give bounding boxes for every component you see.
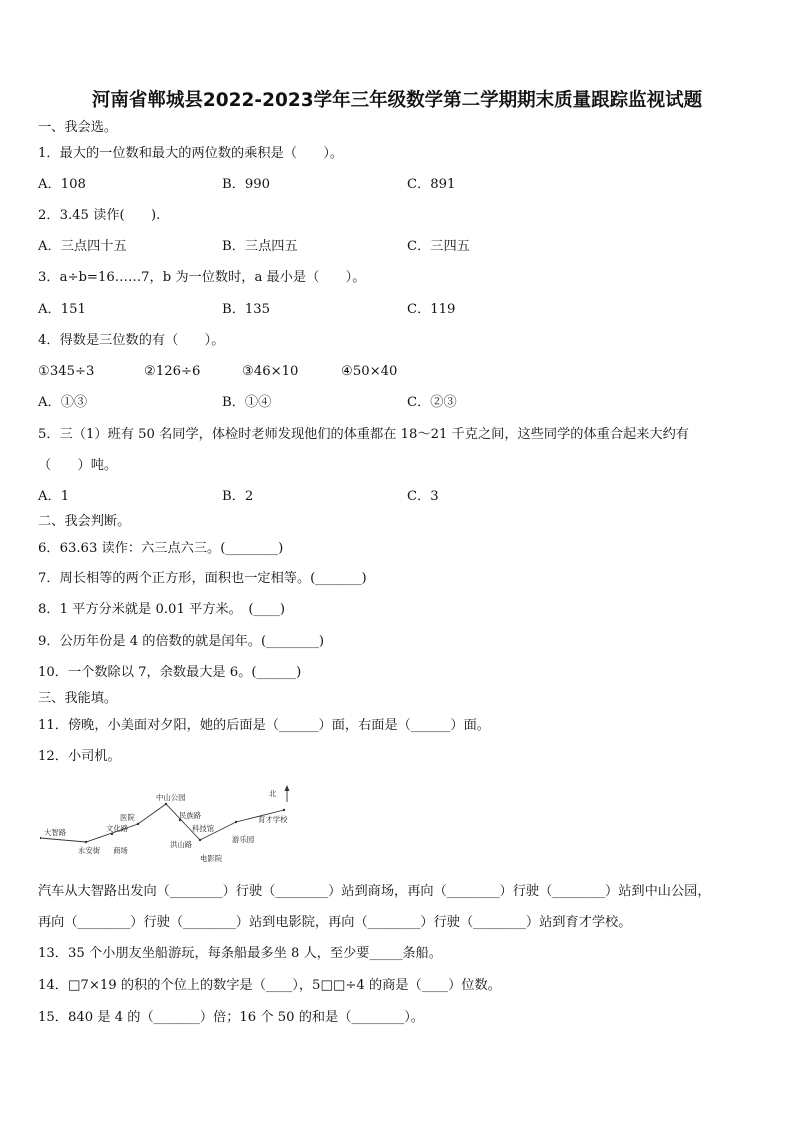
q1-option-a[interactable]: A．108 xyxy=(38,177,86,192)
map-label-zhongshan-park: 中山公园 xyxy=(156,793,186,802)
q5-option-a[interactable]: A．1 xyxy=(38,489,70,504)
q4-option-b[interactable]: B．①④ xyxy=(222,395,272,410)
page-title: 河南省郸城县2022-2023学年三年级数学第二学期期末质量跟踪监视试题 xyxy=(91,90,703,111)
q4-option-c[interactable]: C．②③ xyxy=(407,395,457,410)
question-14: 14．□7×19 的积的个位上的数字是（____），5□□÷4 的商是（____）位数。 xyxy=(38,978,501,993)
q2-option-b[interactable]: B．三点四五 xyxy=(222,239,298,254)
section-heading-judge: 二、我会判断。 xyxy=(38,514,131,529)
q2-option-c[interactable]: C．三四五 xyxy=(407,239,470,254)
map-label-wenhua-road: 文化路 xyxy=(106,824,129,833)
q4-item-2: ②126÷6 xyxy=(144,364,201,379)
question-2: 2．3.45 读作( ). xyxy=(38,208,161,223)
q3-option-a[interactable]: A．151 xyxy=(38,302,86,317)
q5-option-b[interactable]: B．2 xyxy=(222,489,254,504)
q3-option-b[interactable]: B．135 xyxy=(222,302,271,317)
question-9: 9．公历年份是 4 的倍数的就是闰年。(________) xyxy=(38,634,325,649)
q4-item-1: ①345÷3 xyxy=(38,364,95,379)
question-11: 11．傍晚，小美面对夕阳，她的后面是（______）面，右面是（______）面。 xyxy=(38,718,490,733)
map-label-mall: 商场 xyxy=(113,846,128,855)
map-label-science-museum: 科技馆 xyxy=(192,824,215,833)
q2-option-a[interactable]: A．三点四十五 xyxy=(38,239,127,254)
map-label-cinema: 电影院 xyxy=(200,854,223,863)
section-heading-fill: 三、我能填。 xyxy=(38,691,118,706)
question-10: 10．一个数除以 7，余数最大是 6。(______) xyxy=(38,665,302,680)
question-12: 12．小司机。 xyxy=(38,749,121,764)
map-label-yucai-school: 育才学校 xyxy=(258,815,288,824)
question-13: 13．35 个小朋友坐船游玩，每条船最多坐 8 人，至少要_____条船。 xyxy=(38,946,442,961)
map-label-yongan-street: 永安街 xyxy=(78,846,101,855)
question-5-line-2: （ ）吨。 xyxy=(38,458,118,473)
q4-option-a[interactable]: A．①③ xyxy=(38,395,88,410)
route-map xyxy=(40,784,302,868)
question-1: 1．最大的一位数和最大的两位数的乘积是（ ）。 xyxy=(38,146,344,161)
question-12-line-2: 再向（________）行驶（________）站到电影院，再向（________）行驶（________）站到育才学校。 xyxy=(38,915,632,930)
question-4: 4．得数是三位数的有（ ）。 xyxy=(38,333,225,348)
question-15: 15．840 是 4 的（_______）倍；16 个 50 的和是（________）。 xyxy=(38,1010,424,1025)
question-7: 7．周长相等的两个正方形，面积也一定相等。(_______) xyxy=(38,571,367,586)
question-8: 8．1 平方分米就是 0.01 平方米。 (____) xyxy=(38,602,286,617)
map-label-north: 北 xyxy=(269,789,277,798)
q1-option-c[interactable]: C．891 xyxy=(407,177,456,192)
map-label-hospital: 医院 xyxy=(120,813,135,822)
q4-item-4: ④50×40 xyxy=(341,364,398,379)
q4-item-3: ③46×10 xyxy=(242,364,299,379)
question-3: 3．a÷b=16……7，b 为一位数时，a 最小是（ ）。 xyxy=(38,270,366,285)
q3-option-c[interactable]: C．119 xyxy=(407,302,456,317)
section-heading-choice: 一、我会选。 xyxy=(38,120,118,135)
q1-option-b[interactable]: B．990 xyxy=(222,177,271,192)
map-label-hongshan-road: 洪山路 xyxy=(170,840,193,849)
map-label-amusement-park: 游乐园 xyxy=(232,835,255,844)
question-12-line-1: 汽车从大智路出发向（________）行驶（________）站到商场，再向（________）行驶（________）站到中山公园， xyxy=(38,884,711,899)
map-label-dazhi-road: 大智路 xyxy=(44,828,67,837)
north-arrow-icon xyxy=(285,785,290,802)
q5-option-c[interactable]: C．3 xyxy=(407,489,439,504)
question-5-line-1: 5．三（1）班有 50 名同学，体检时老师发现他们的体重都在 18～21 千克之间，这些同学的体重合起来大约有 xyxy=(38,427,689,442)
map-label-minzu-road: 民族路 xyxy=(179,811,202,820)
question-6: 6．63.63 读作：六三点六三。(________) xyxy=(38,541,284,556)
